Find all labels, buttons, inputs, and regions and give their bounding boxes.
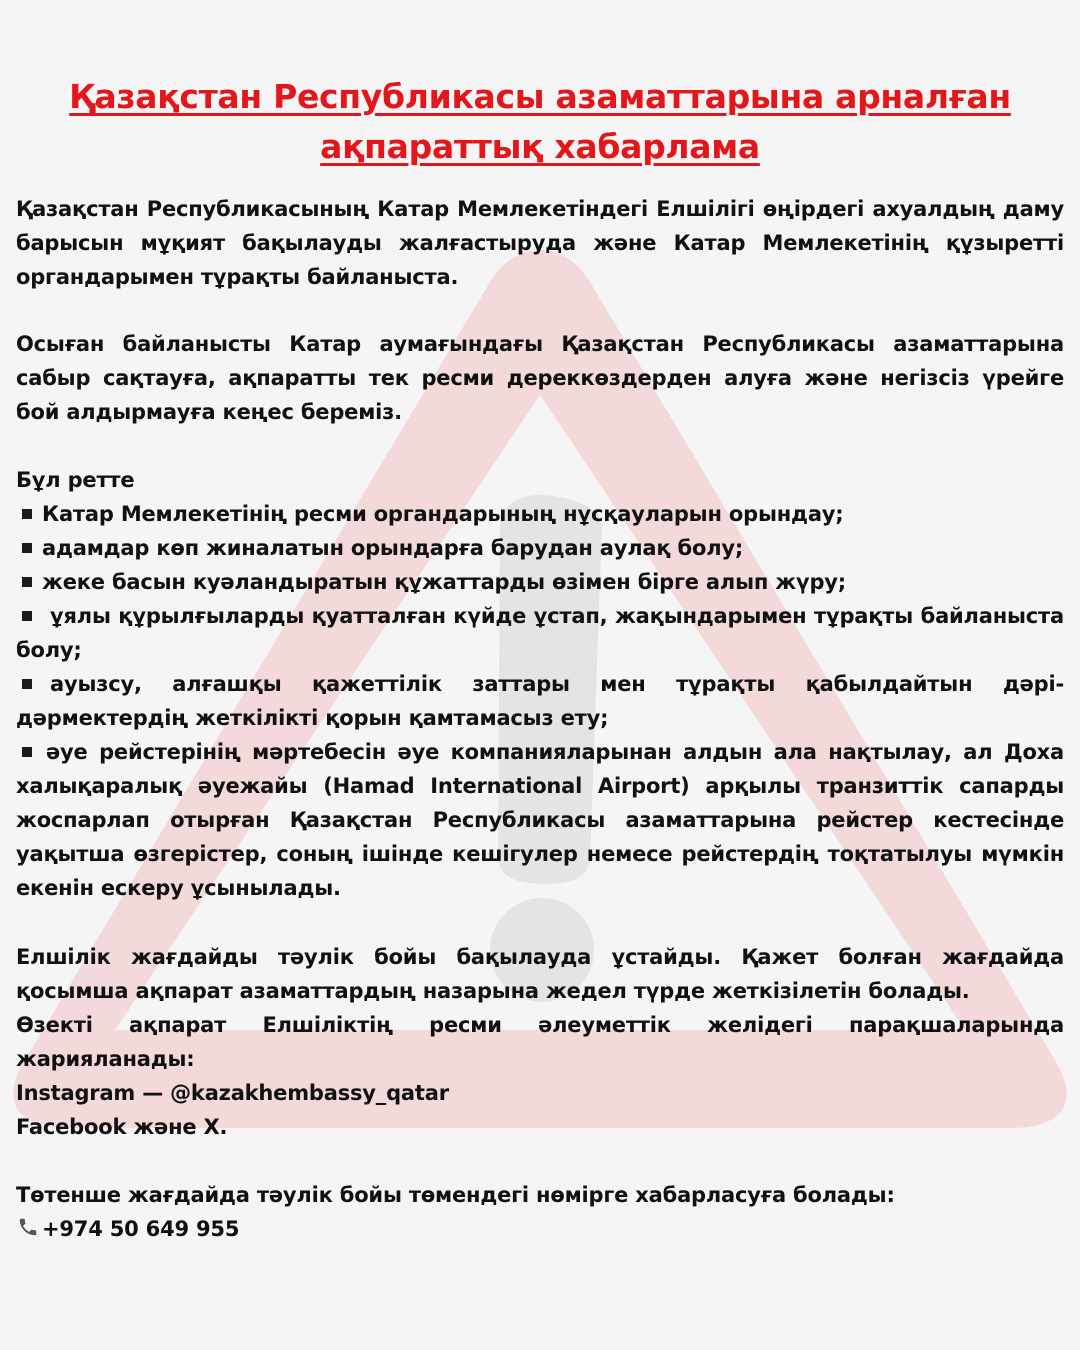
recommendations-intro: Бұл ретте	[16, 468, 135, 492]
emergency-contact	[16, 1178, 1064, 1248]
instagram-link[interactable]: Instagram — @kazakhembassy_qatar	[16, 1081, 449, 1105]
paragraph-monitoring	[16, 940, 1064, 1144]
phone-number[interactable]: +974 50 649 955	[42, 1217, 240, 1241]
emergency-label: Төтенше жағдайда тәулік бойы төмендегі нөмірге хабарласуға болады:	[16, 1183, 895, 1207]
bullet-square-icon	[22, 577, 32, 587]
monitoring-text: Елшілік жағдайды тәулік бойы бақылауда ұстайды. Қажет болған жағдайда қосымша ақпарат азаматтардың назарына жедел түрде жеткізілетін болады.	[16, 945, 1064, 1003]
social-text: Өзекті ақпарат Елшіліктің ресми әлеуметтік желідегі парақшаларында жарияланады:	[16, 1013, 1064, 1071]
list-item: ауызсу, алғашқы қажеттілік заттары мен тұрақты қабылдайтын дәрі-дәрмектердің жеткілікті қорын қамтамасыз ету;	[16, 672, 1064, 730]
paragraph-situation: Қазақстан Республикасының Катар Мемлекетіндегі Елшілігі өңірдегі ахуалдың даму барысын мұқият бақылауды жалғастыруда және Катар Мемлекетінің құзыретті органдарымен тұрақты байланыста.	[16, 197, 1064, 289]
recommendations-list	[16, 463, 1064, 905]
bullet-square-icon	[22, 543, 32, 553]
other-networks: Facebook және X.	[16, 1115, 228, 1139]
phone-line	[16, 1212, 1064, 1248]
bullet-square-icon	[22, 611, 32, 621]
bullet-square-icon	[22, 679, 32, 689]
title-line-1: Қазақстан Республикасы азаматтарына арналған	[69, 77, 1011, 116]
telephone-receiver-icon	[16, 1214, 42, 1248]
list-item: әуе рейстерінің мәртебесін әуе компанияларынан алдын ала нақтылау, ал Доха халықаралық әуежайы (Hamad International Airport) арқылы транзиттік сапарды жоспарлап отырған Қазақстан Республикасы азаматтарына рейстер кестесінде уақытша өзгерістер, соның ішінде кешігулер немесе рейстердің тоқтатылуы мүмкін екенін ескеру ұсынылады.	[16, 740, 1064, 900]
bullet-square-icon	[22, 509, 32, 519]
list-item: ұялы құрылғыларды қуатталған күйде ұстап, жақындарымен тұрақты байланыста болу;	[16, 604, 1064, 662]
list-item: Катар Мемлекетінің ресми органдарының нұсқауларын орындау;	[16, 497, 1064, 531]
paragraph-advice: Осыған байланысты Катар аумағындағы Қазақстан Республикасы азаматтарына сабыр сақтауға, ақпаратты тек ресми дереккөздерден алуға және негізсіз үрейге бой алдырмауға кеңес береміз.	[16, 332, 1064, 424]
bullet-square-icon	[22, 747, 32, 757]
list-item: адамдар көп жиналатын орындарға барудан аулақ болу;	[16, 531, 1064, 565]
title-line-2: ақпараттық хабарлама	[320, 127, 760, 166]
page-title	[16, 72, 1064, 172]
list-item: жеке басын куәландыратын құжаттарды өзімен бірге алып жүру;	[16, 565, 1064, 599]
